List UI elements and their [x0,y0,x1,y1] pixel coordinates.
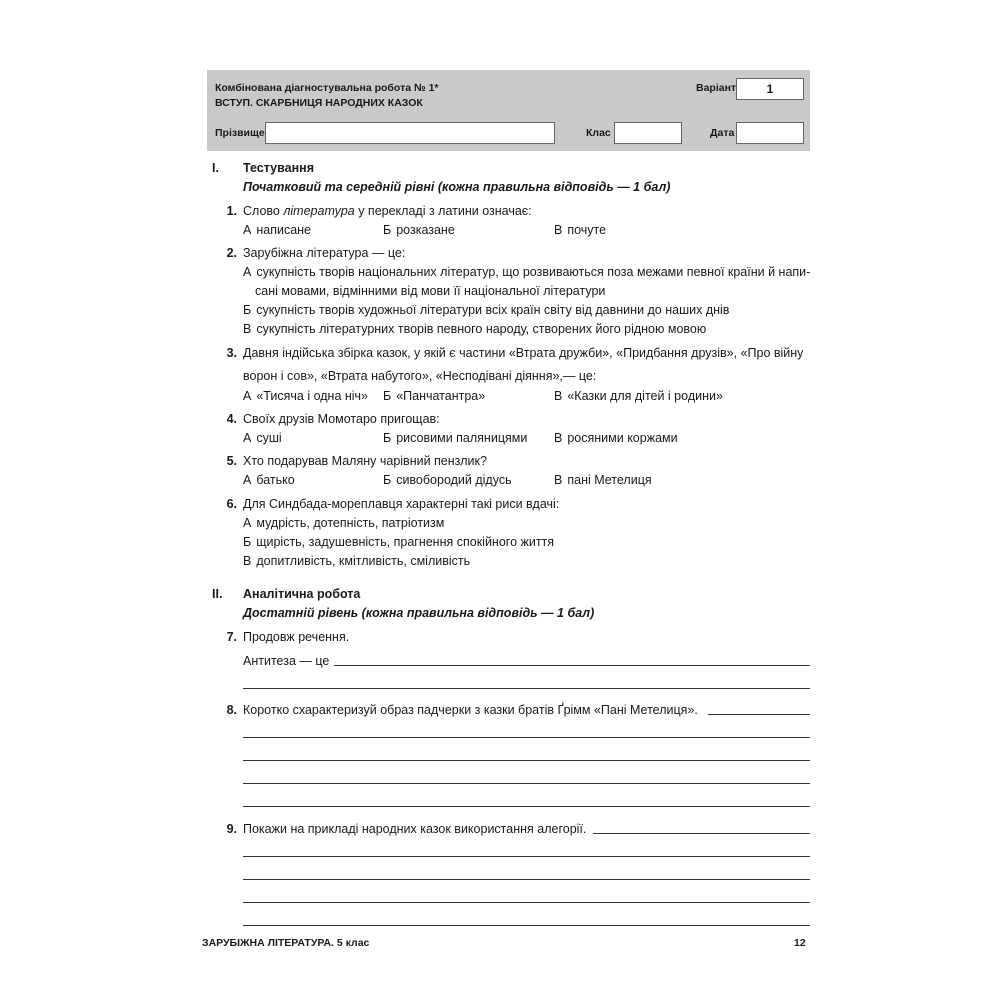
question-5-number: 5. [226,454,237,468]
footer-subject: ЗАРУБІЖНА ЛІТЕРАТУРА. 5 клас [202,937,370,949]
question-3-text-line-1: Давня індійська збірка казок, у якій є частини «Втрата дружби», «Придбання друзів», «Про війну [243,346,804,360]
work-title: Комбінована діагностувальна робота № 1* [215,82,439,94]
topic-title: ВСТУП. СКАРБНИЦЯ НАРОДНИХ КАЗОК [215,97,423,109]
answer-line[interactable] [243,806,810,807]
question-9-number: 9. [226,822,237,836]
answer-line[interactable] [243,856,810,857]
question-4-number: 4. [226,412,237,426]
question-5-text: Хто подарував Маляну чарівний пензлик? [243,454,487,468]
question-5-option-b[interactable]: Б сивобородий дідусь [383,473,512,487]
question-5-option-c[interactable]: В пані Метелиця [554,473,652,487]
question-8-number: 8. [226,703,237,717]
question-6-number: 6. [226,497,237,511]
date-field[interactable] [736,122,804,144]
question-3-text-line-2: ворон і сов», «Втрата набутого», «Несподівані діяння»,— це: [243,369,597,383]
section-1-subtitle: Початковий та середній рівні (кожна правильна відповідь — 1 бал) [243,180,671,194]
question-1-option-b[interactable]: Б розказане [383,223,455,237]
question-4-option-a[interactable]: А суші [243,431,282,445]
question-2-option-a-continued: сані мовами, відмінними від мови її національної літератури [255,284,606,298]
question-2-option-b[interactable]: Б сукупність творів художньої літератури всіх країн світу від давнини до наших днів [243,303,730,317]
section-1-number: I. [212,161,219,175]
question-3-option-a[interactable]: А «Тисяча і одна ніч» [243,389,369,403]
question-1-number: 1. [226,204,237,218]
question-2-text: Зарубіжна література — це: [243,246,406,260]
answer-line[interactable] [243,737,810,738]
question-7-prompt: Антитеза — це [243,654,330,668]
question-7-text: Продовж речення. [243,630,350,644]
answer-line[interactable] [243,688,810,689]
question-1-option-a[interactable]: А написане [243,223,312,237]
question-2-option-c[interactable]: В сукупність літературних творів певного народу, створених його рідною мовою [243,322,707,336]
variant-label: Варіант [696,82,737,94]
answer-line[interactable] [243,760,810,761]
answer-line[interactable] [708,714,810,715]
question-3-option-b[interactable]: Б «Панчатантра» [383,389,486,403]
question-1-option-c[interactable]: В почуте [554,223,607,237]
section-1-title: Тестування [243,161,315,175]
surname-field[interactable] [265,122,555,144]
question-6-option-b[interactable]: Б щирість, задушевність, прагнення спокійного життя [243,535,555,549]
question-5-option-a[interactable]: А батько [243,473,295,487]
answer-line[interactable] [243,925,810,926]
question-2-number: 2. [226,246,237,260]
question-4-option-b[interactable]: Б рисовими паляницями [383,431,528,445]
worksheet-header [207,70,810,151]
section-2-number: II. [212,587,223,601]
question-6-text: Для Синдбада-мореплавця характерні такі риси вдачі: [243,497,560,511]
class-label: Клас [586,127,611,139]
question-1-text: Слово література у перекладі з латини означає: [243,204,532,218]
class-field[interactable] [614,122,682,144]
date-label: Дата [710,127,735,139]
question-8-text: Коротко схарактеризуй образ падчерки з казки братів Ґрімм «Пані Метелиця». [243,703,698,717]
question-3-number: 3. [226,346,237,360]
question-4-option-c[interactable]: В росяними коржами [554,431,678,445]
section-2-subtitle: Достатній рівень (кожна правильна відповідь — 1 бал) [243,606,595,620]
answer-line[interactable] [334,665,810,666]
answer-line[interactable] [243,783,810,784]
question-2-option-a[interactable]: А сукупність творів національних літератур, що розвиваються поза межами певної країни й напи- [243,265,811,279]
answer-line[interactable] [243,902,810,903]
section-2-title: Аналітична робота [243,587,361,601]
surname-label: Прізвище [215,127,265,139]
question-6-option-a[interactable]: А мудрість, дотепність, патріотизм [243,516,445,530]
page-number: 12 [794,937,806,949]
question-3-option-c[interactable]: В «Казки для дітей і родини» [554,389,723,403]
answer-line[interactable] [243,879,810,880]
question-9-text: Покажи на прикладі народних казок використання алегорії. [243,822,587,836]
question-7-number: 7. [226,630,237,644]
question-6-option-c[interactable]: В допитливість, кмітливість, сміливість [243,554,471,568]
answer-line[interactable] [593,833,810,834]
question-4-text: Своїх друзів Момотаро пригощав: [243,412,440,426]
variant-field[interactable]: 1 [736,78,804,100]
